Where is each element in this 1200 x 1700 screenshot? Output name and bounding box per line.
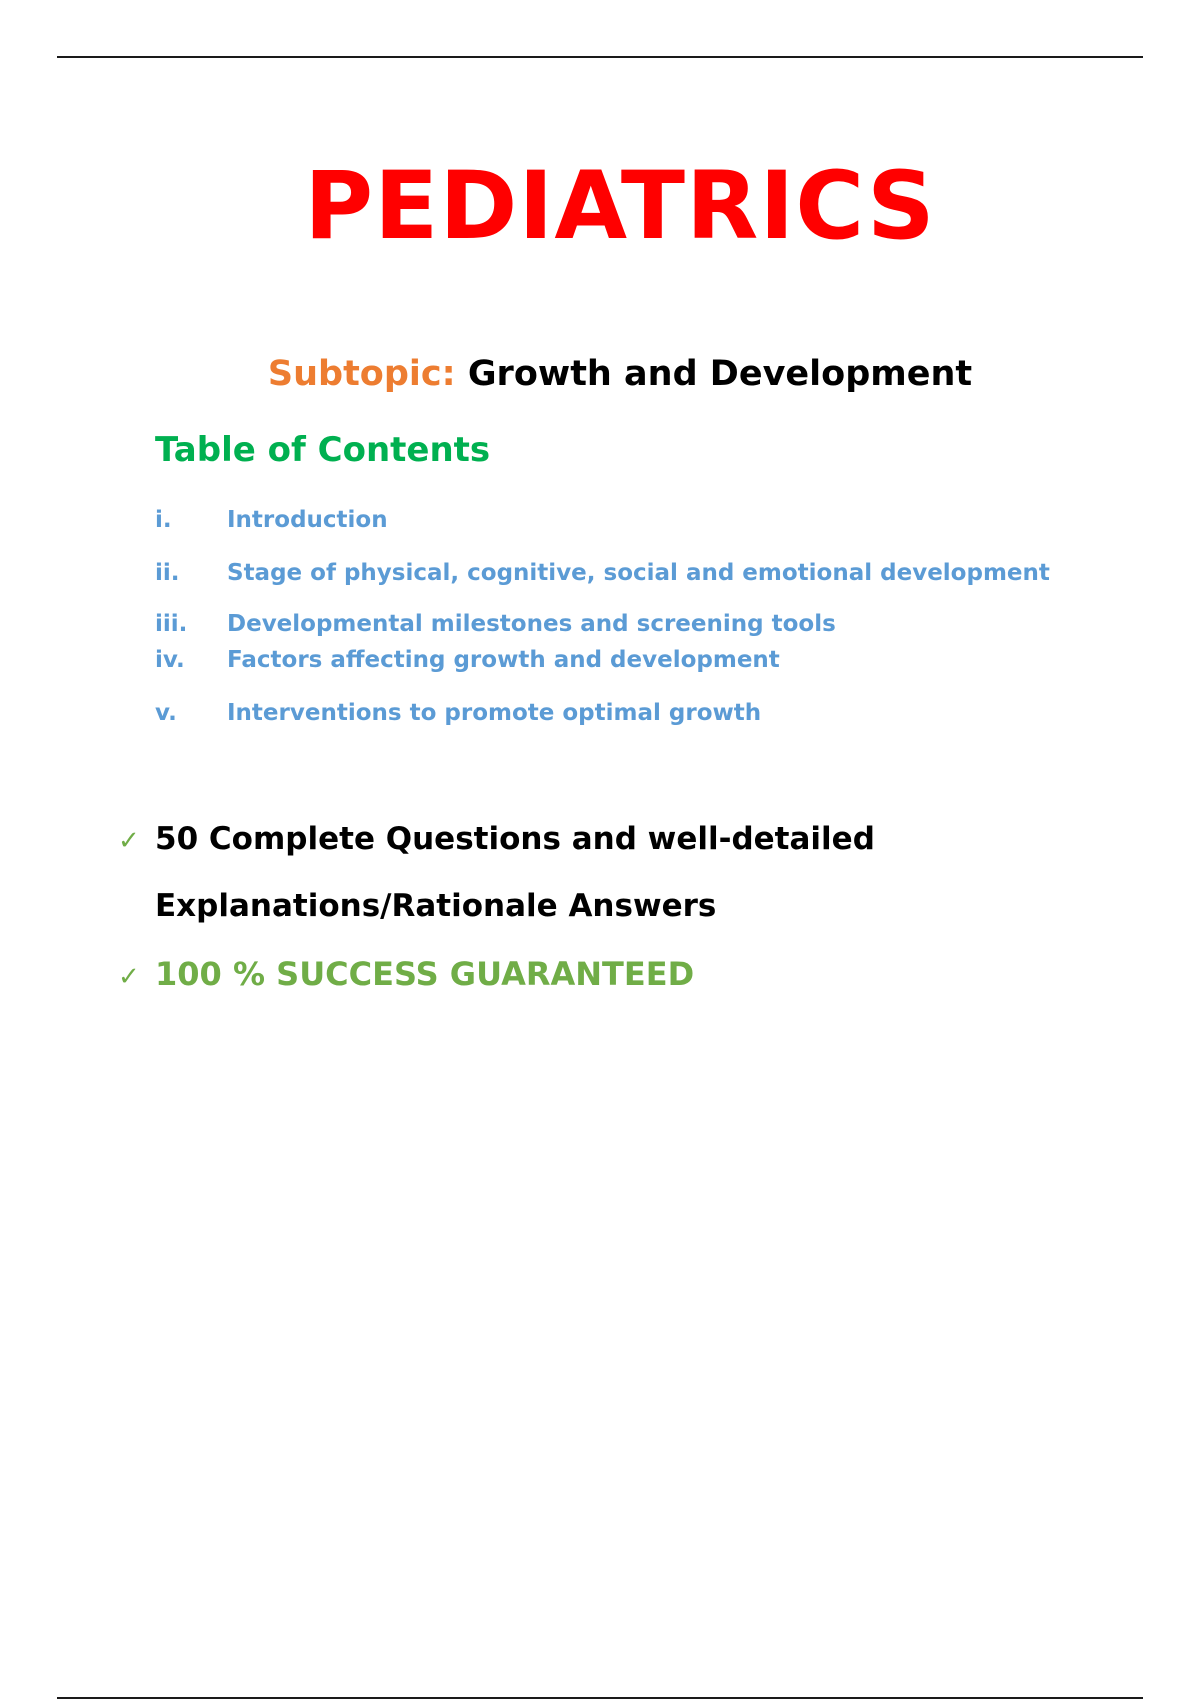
document-title: PEDIATRICS	[304, 152, 936, 261]
toc-item-text: Factors affecting growth and development	[227, 647, 780, 673]
toc-item-number: ii.	[155, 560, 180, 586]
toc-item-number: iii.	[155, 611, 188, 637]
subtopic-line	[0, 354, 1200, 394]
toc-item-number: v.	[155, 700, 177, 726]
bottom-rule	[57, 1697, 1143, 1699]
toc-item-text: Introduction	[227, 507, 388, 533]
success-feature	[118, 955, 695, 993]
toc-item-text: Stage of physical, cognitive, social and emotional development	[227, 560, 1050, 586]
questions-text-line1: 50 Complete Questions and well-detailed	[155, 821, 875, 857]
toc-item	[155, 613, 1155, 636]
toc-item	[155, 702, 1155, 725]
checkmark-icon: ✓	[118, 962, 140, 992]
toc-item-number: iv.	[155, 647, 185, 673]
toc-heading: Table of Contents	[155, 430, 491, 470]
subtopic-label: Subtopic:	[267, 354, 456, 394]
top-rule	[57, 56, 1143, 58]
toc-item-number: i.	[155, 507, 172, 533]
toc-item	[155, 562, 1155, 585]
toc-item-text: Interventions to promote optimal growth	[227, 700, 762, 726]
success-text: 100 % SUCCESS GUARANTEED	[155, 955, 695, 993]
questions-text-line2: Explanations/Rationale Answers	[155, 888, 717, 924]
toc-item	[155, 509, 1155, 532]
subtopic-text: Growth and Development	[467, 354, 973, 394]
toc-item	[155, 649, 1155, 672]
questions-feature	[118, 821, 875, 857]
checkmark-icon: ✓	[118, 826, 140, 856]
toc-item-text: Developmental milestones and screening tools	[227, 611, 836, 637]
